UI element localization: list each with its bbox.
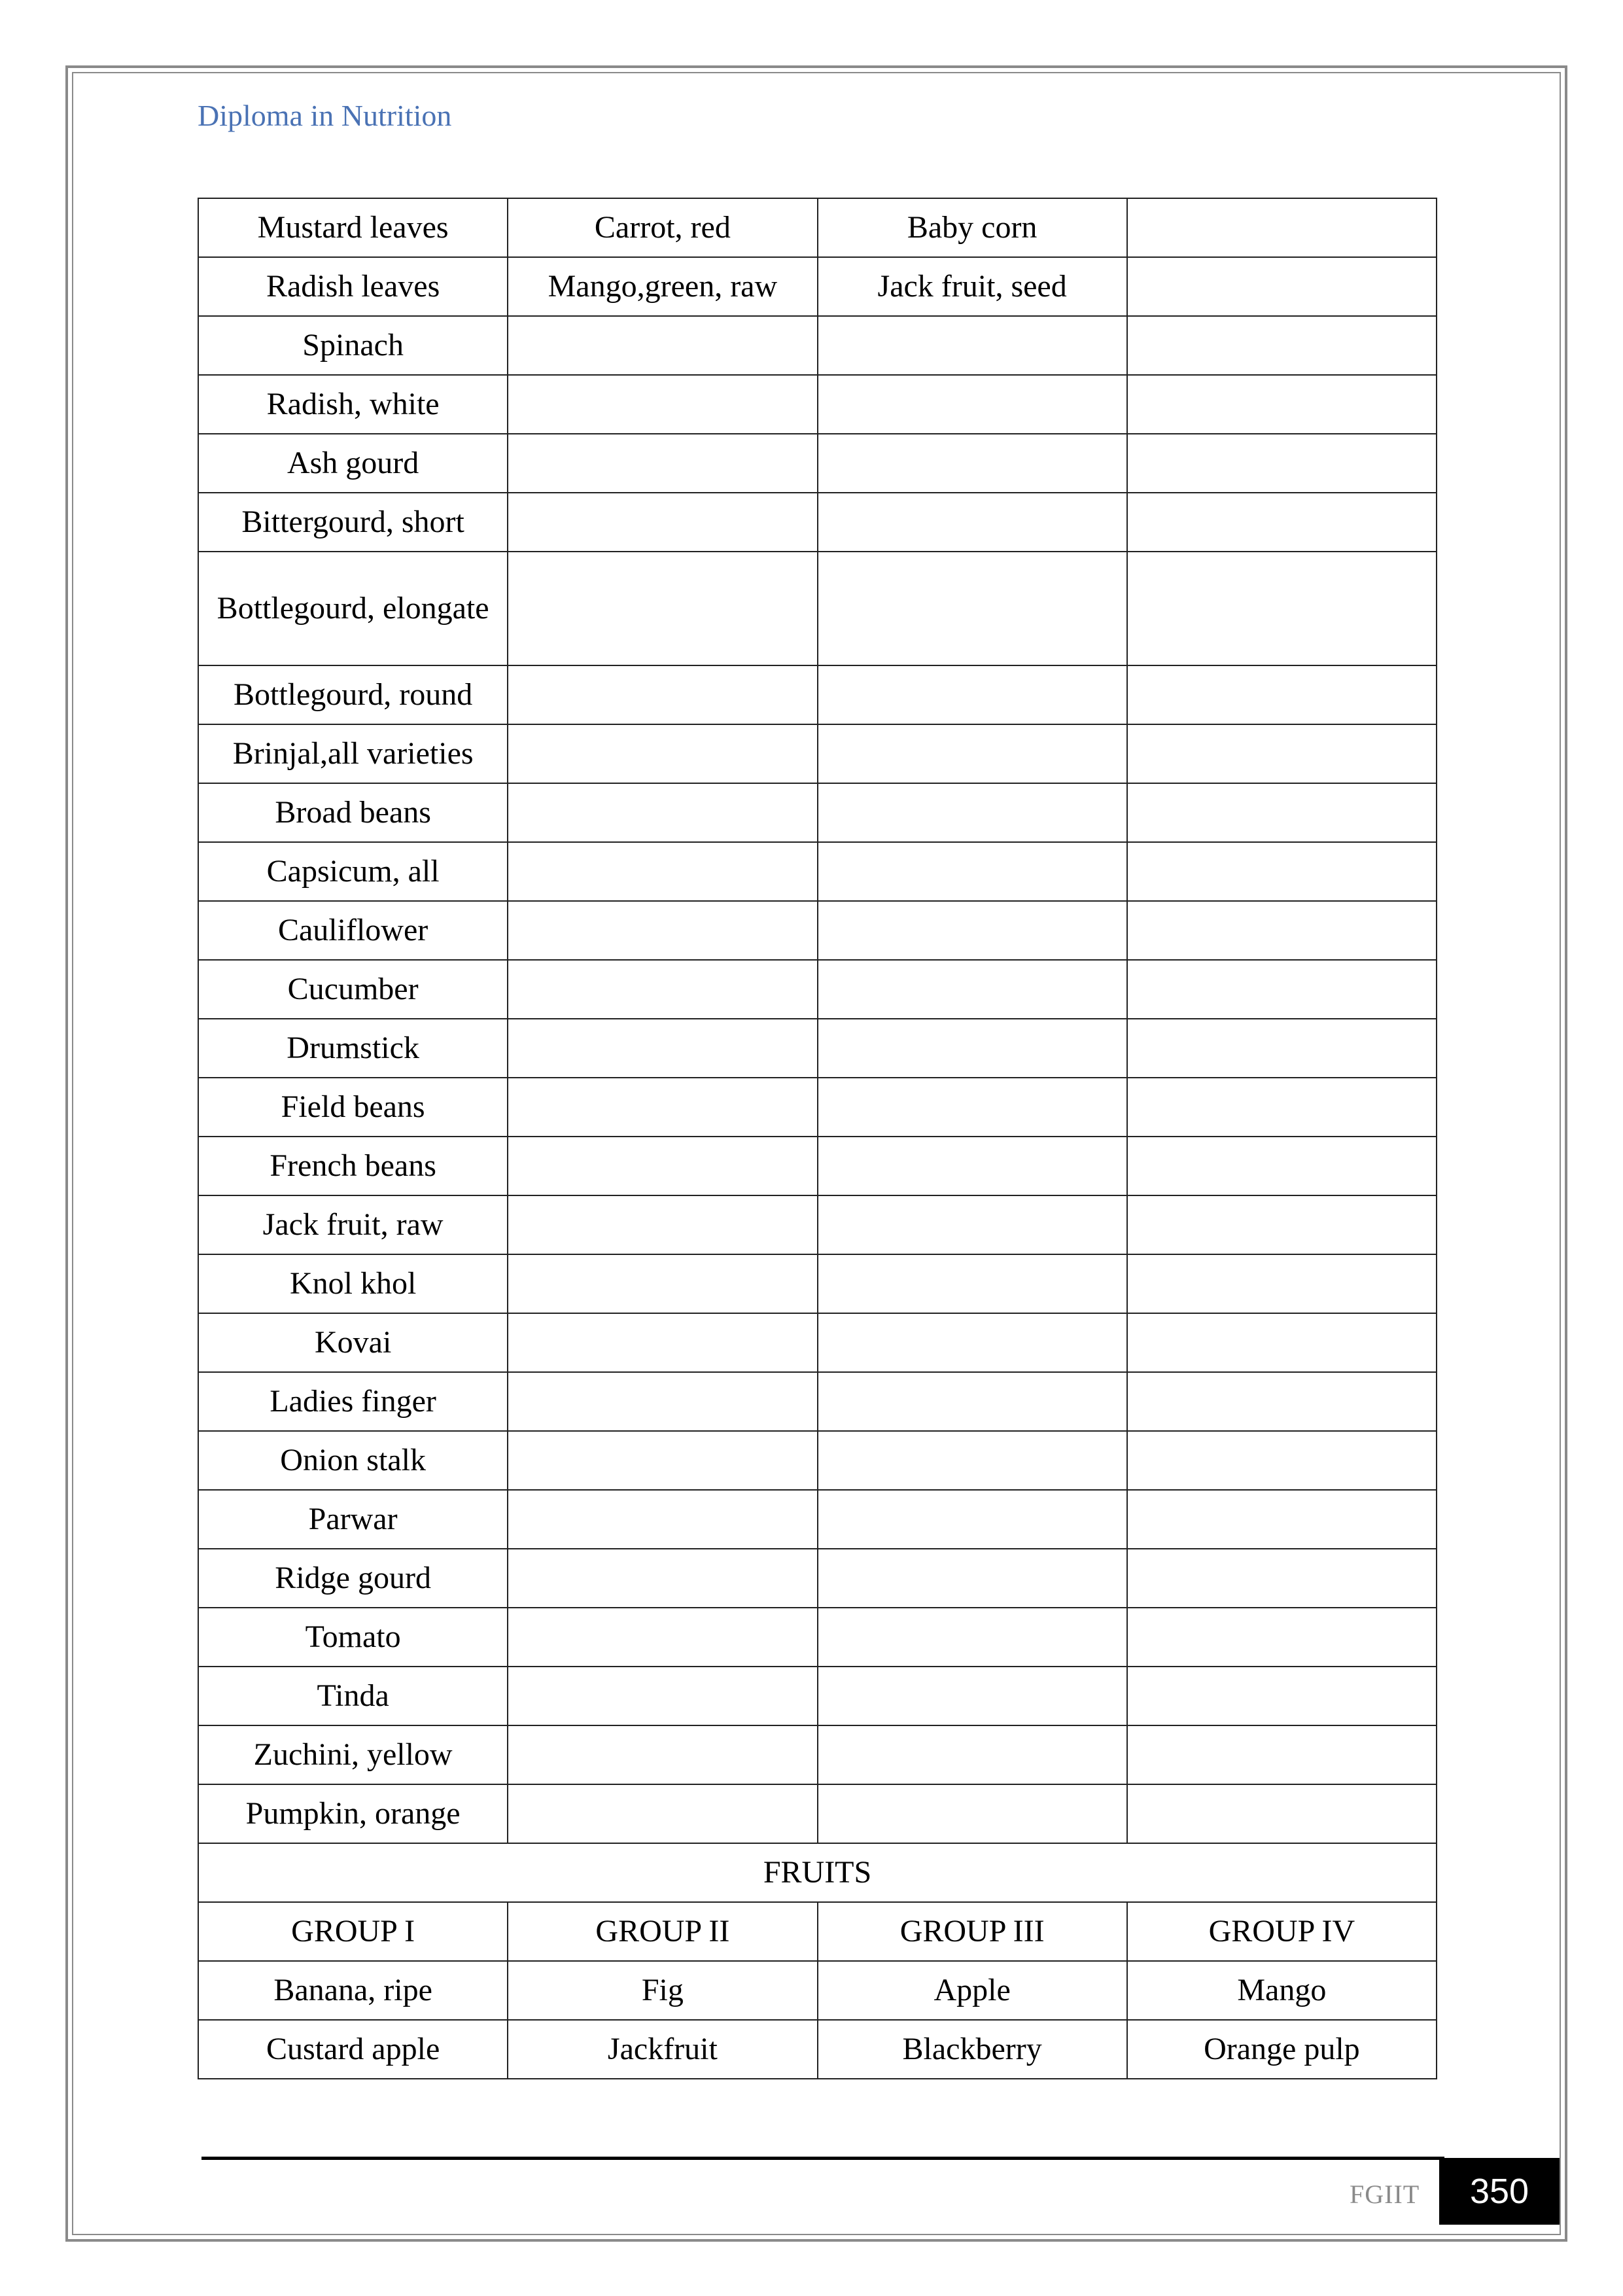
table-cell: [1127, 316, 1437, 375]
table-cell: Capsicum, all: [198, 842, 508, 901]
table-cell: [508, 1725, 817, 1784]
page-number: 350: [1439, 2158, 1560, 2225]
table-cell: Apple: [818, 1961, 1127, 2020]
table-cell: Jackfruit: [508, 2020, 817, 2079]
table-row: [198, 665, 1437, 724]
table-cell: Cauliflower: [198, 901, 508, 960]
table-cell: Radish, white: [198, 375, 508, 434]
table-cell: [818, 1195, 1127, 1254]
table-row: [198, 1313, 1437, 1372]
table-cell: Radish leaves: [198, 257, 508, 316]
table-row: [198, 1137, 1437, 1195]
table-cell: [818, 783, 1127, 842]
table-cell: Pumpkin, orange: [198, 1784, 508, 1843]
table-row: [198, 1019, 1437, 1078]
table-row: [198, 724, 1437, 783]
table-cell: [818, 1608, 1127, 1667]
table-cell: French beans: [198, 1137, 508, 1195]
table-cell: [508, 434, 817, 493]
table-cell: Blackberry: [818, 2020, 1127, 2079]
table-row: [198, 1431, 1437, 1490]
table-cell: [1127, 1137, 1437, 1195]
footer-label: FGIIT: [1350, 2180, 1420, 2209]
fruits-label-row: [198, 1843, 1437, 1902]
table-row: [198, 783, 1437, 842]
table-cell: [818, 1372, 1127, 1431]
table-cell: [818, 1137, 1127, 1195]
table-cell: Ladies finger: [198, 1372, 508, 1431]
table-cell: [508, 1667, 817, 1725]
group-header-cell: GROUP III: [818, 1902, 1127, 1961]
table-cell: [818, 1490, 1127, 1549]
table-cell: [818, 1549, 1127, 1608]
table-cell: [1127, 1784, 1437, 1843]
table-cell: [1127, 901, 1437, 960]
table-cell: [1127, 1195, 1437, 1254]
header-title: Diploma in Nutrition: [198, 99, 452, 132]
table-row: [198, 1784, 1437, 1843]
table-cell: [508, 901, 817, 960]
table-cell: [1127, 1313, 1437, 1372]
table-row: [198, 316, 1437, 375]
table-row: [198, 1667, 1437, 1725]
table-cell: Baby corn: [818, 198, 1127, 257]
table-cell: [508, 1372, 817, 1431]
table-cell: [818, 375, 1127, 434]
table-cell: Drumstick: [198, 1019, 508, 1078]
table-row: [198, 901, 1437, 960]
table-cell: [1127, 783, 1437, 842]
table-cell: [508, 783, 817, 842]
table-row: [198, 375, 1437, 434]
table-row: [198, 1078, 1437, 1137]
table-cell: [508, 493, 817, 552]
table-cell: [1127, 1431, 1437, 1490]
table-cell: [1127, 1078, 1437, 1137]
table-cell: [818, 1254, 1127, 1313]
table-cell: Carrot, red: [508, 198, 817, 257]
table-cell: Parwar: [198, 1490, 508, 1549]
table-cell: Bottlegourd, round: [198, 665, 508, 724]
table-cell: Kovai: [198, 1313, 508, 1372]
table-row: [198, 552, 1437, 665]
table-cell: [818, 1431, 1127, 1490]
group-header-cell: GROUP II: [508, 1902, 817, 1961]
table-row: [198, 960, 1437, 1019]
table-cell: [508, 1019, 817, 1078]
fruits-row: [198, 1961, 1437, 2020]
table-cell: Orange pulp: [1127, 2020, 1437, 2079]
table-cell: Spinach: [198, 316, 508, 375]
fruits-section: [198, 1843, 1437, 2079]
table-cell: [508, 375, 817, 434]
table-cell: [1127, 1725, 1437, 1784]
table-cell: [1127, 434, 1437, 493]
table-cell: [1127, 257, 1437, 316]
table-cell: [818, 724, 1127, 783]
table-cell: [1127, 375, 1437, 434]
table-cell: [508, 1078, 817, 1137]
fruits-row: [198, 2020, 1437, 2079]
table-cell: [1127, 960, 1437, 1019]
table-cell: Jack fruit, seed: [818, 257, 1127, 316]
table-cell: Tomato: [198, 1608, 508, 1667]
table-cell: Field beans: [198, 1078, 508, 1137]
footer-rule: [201, 2157, 1444, 2160]
table-cell: [818, 842, 1127, 901]
table-cell: [1127, 552, 1437, 665]
table-cell: [508, 1137, 817, 1195]
table-cell: [508, 1784, 817, 1843]
table-cell: [1127, 1019, 1437, 1078]
table-cell: Zuchini, yellow: [198, 1725, 508, 1784]
table-cell: [508, 665, 817, 724]
table-cell: Bittergourd, short: [198, 493, 508, 552]
table-cell: Ash gourd: [198, 434, 508, 493]
table-row: [198, 1490, 1437, 1549]
table-cell: Brinjal,all varieties: [198, 724, 508, 783]
table-cell: [1127, 1254, 1437, 1313]
table-cell: [1127, 724, 1437, 783]
table-cell: [818, 1725, 1127, 1784]
table-row: [198, 434, 1437, 493]
table-cell: [508, 1608, 817, 1667]
table-cell: Bottlegourd, elongate: [198, 552, 508, 665]
table-cell: [818, 901, 1127, 960]
table-cell: [508, 842, 817, 901]
table-cell: Mango,green, raw: [508, 257, 817, 316]
table-row: [198, 1254, 1437, 1313]
table-cell: [1127, 1608, 1437, 1667]
table-row: [198, 1725, 1437, 1784]
table-row: [198, 1372, 1437, 1431]
table-cell: [508, 724, 817, 783]
food-group-table: [198, 198, 1437, 2079]
table-row: [198, 257, 1437, 316]
table-cell: [818, 1019, 1127, 1078]
table-cell: Ridge gourd: [198, 1549, 508, 1608]
table-cell: [508, 1195, 817, 1254]
table-cell: [818, 552, 1127, 665]
table-cell: [818, 1078, 1127, 1137]
table-cell: [818, 434, 1127, 493]
table-cell: [1127, 665, 1437, 724]
fruits-group-header-row: [198, 1902, 1437, 1961]
table-cell: [508, 1254, 817, 1313]
table-cell: [1127, 1667, 1437, 1725]
table-row: [198, 1608, 1437, 1667]
table-cell: [1127, 842, 1437, 901]
table-cell: [508, 1549, 817, 1608]
table-row: [198, 1195, 1437, 1254]
table-cell: [508, 316, 817, 375]
table-cell: Custard apple: [198, 2020, 508, 2079]
table-cell: [508, 960, 817, 1019]
table-cell: [1127, 493, 1437, 552]
table-cell: Onion stalk: [198, 1431, 508, 1490]
table-row: [198, 198, 1437, 257]
table-cell: Mango: [1127, 1961, 1437, 2020]
table-cell: Mustard leaves: [198, 198, 508, 257]
table-cell: Knol khol: [198, 1254, 508, 1313]
table-cell: [818, 493, 1127, 552]
table-cell: Jack fruit, raw: [198, 1195, 508, 1254]
table-cell: [818, 1784, 1127, 1843]
table-cell: [1127, 1549, 1437, 1608]
table-cell: [818, 316, 1127, 375]
table-cell: [508, 552, 817, 665]
table-cell: [818, 665, 1127, 724]
table-cell: [508, 1431, 817, 1490]
table-cell: [1127, 198, 1437, 257]
table-row: [198, 842, 1437, 901]
table-cell: [818, 960, 1127, 1019]
table-cell: Banana, ripe: [198, 1961, 508, 2020]
table-row: [198, 1549, 1437, 1608]
table-cell: Fig: [508, 1961, 817, 2020]
table-cell: [818, 1667, 1127, 1725]
group-header-cell: GROUP IV: [1127, 1902, 1437, 1961]
table-cell: [508, 1490, 817, 1549]
table-cell: [1127, 1490, 1437, 1549]
table-cell: [818, 1313, 1127, 1372]
table-cell: [508, 1313, 817, 1372]
table-cell: [1127, 1372, 1437, 1431]
table-cell: Cucumber: [198, 960, 508, 1019]
vegetable-rows: [198, 198, 1437, 1843]
group-header-cell: GROUP I: [198, 1902, 508, 1961]
table-row: [198, 493, 1437, 552]
table-cell: Tinda: [198, 1667, 508, 1725]
fruits-section-label: FRUITS: [198, 1843, 1437, 1902]
table-cell: Broad beans: [198, 783, 508, 842]
